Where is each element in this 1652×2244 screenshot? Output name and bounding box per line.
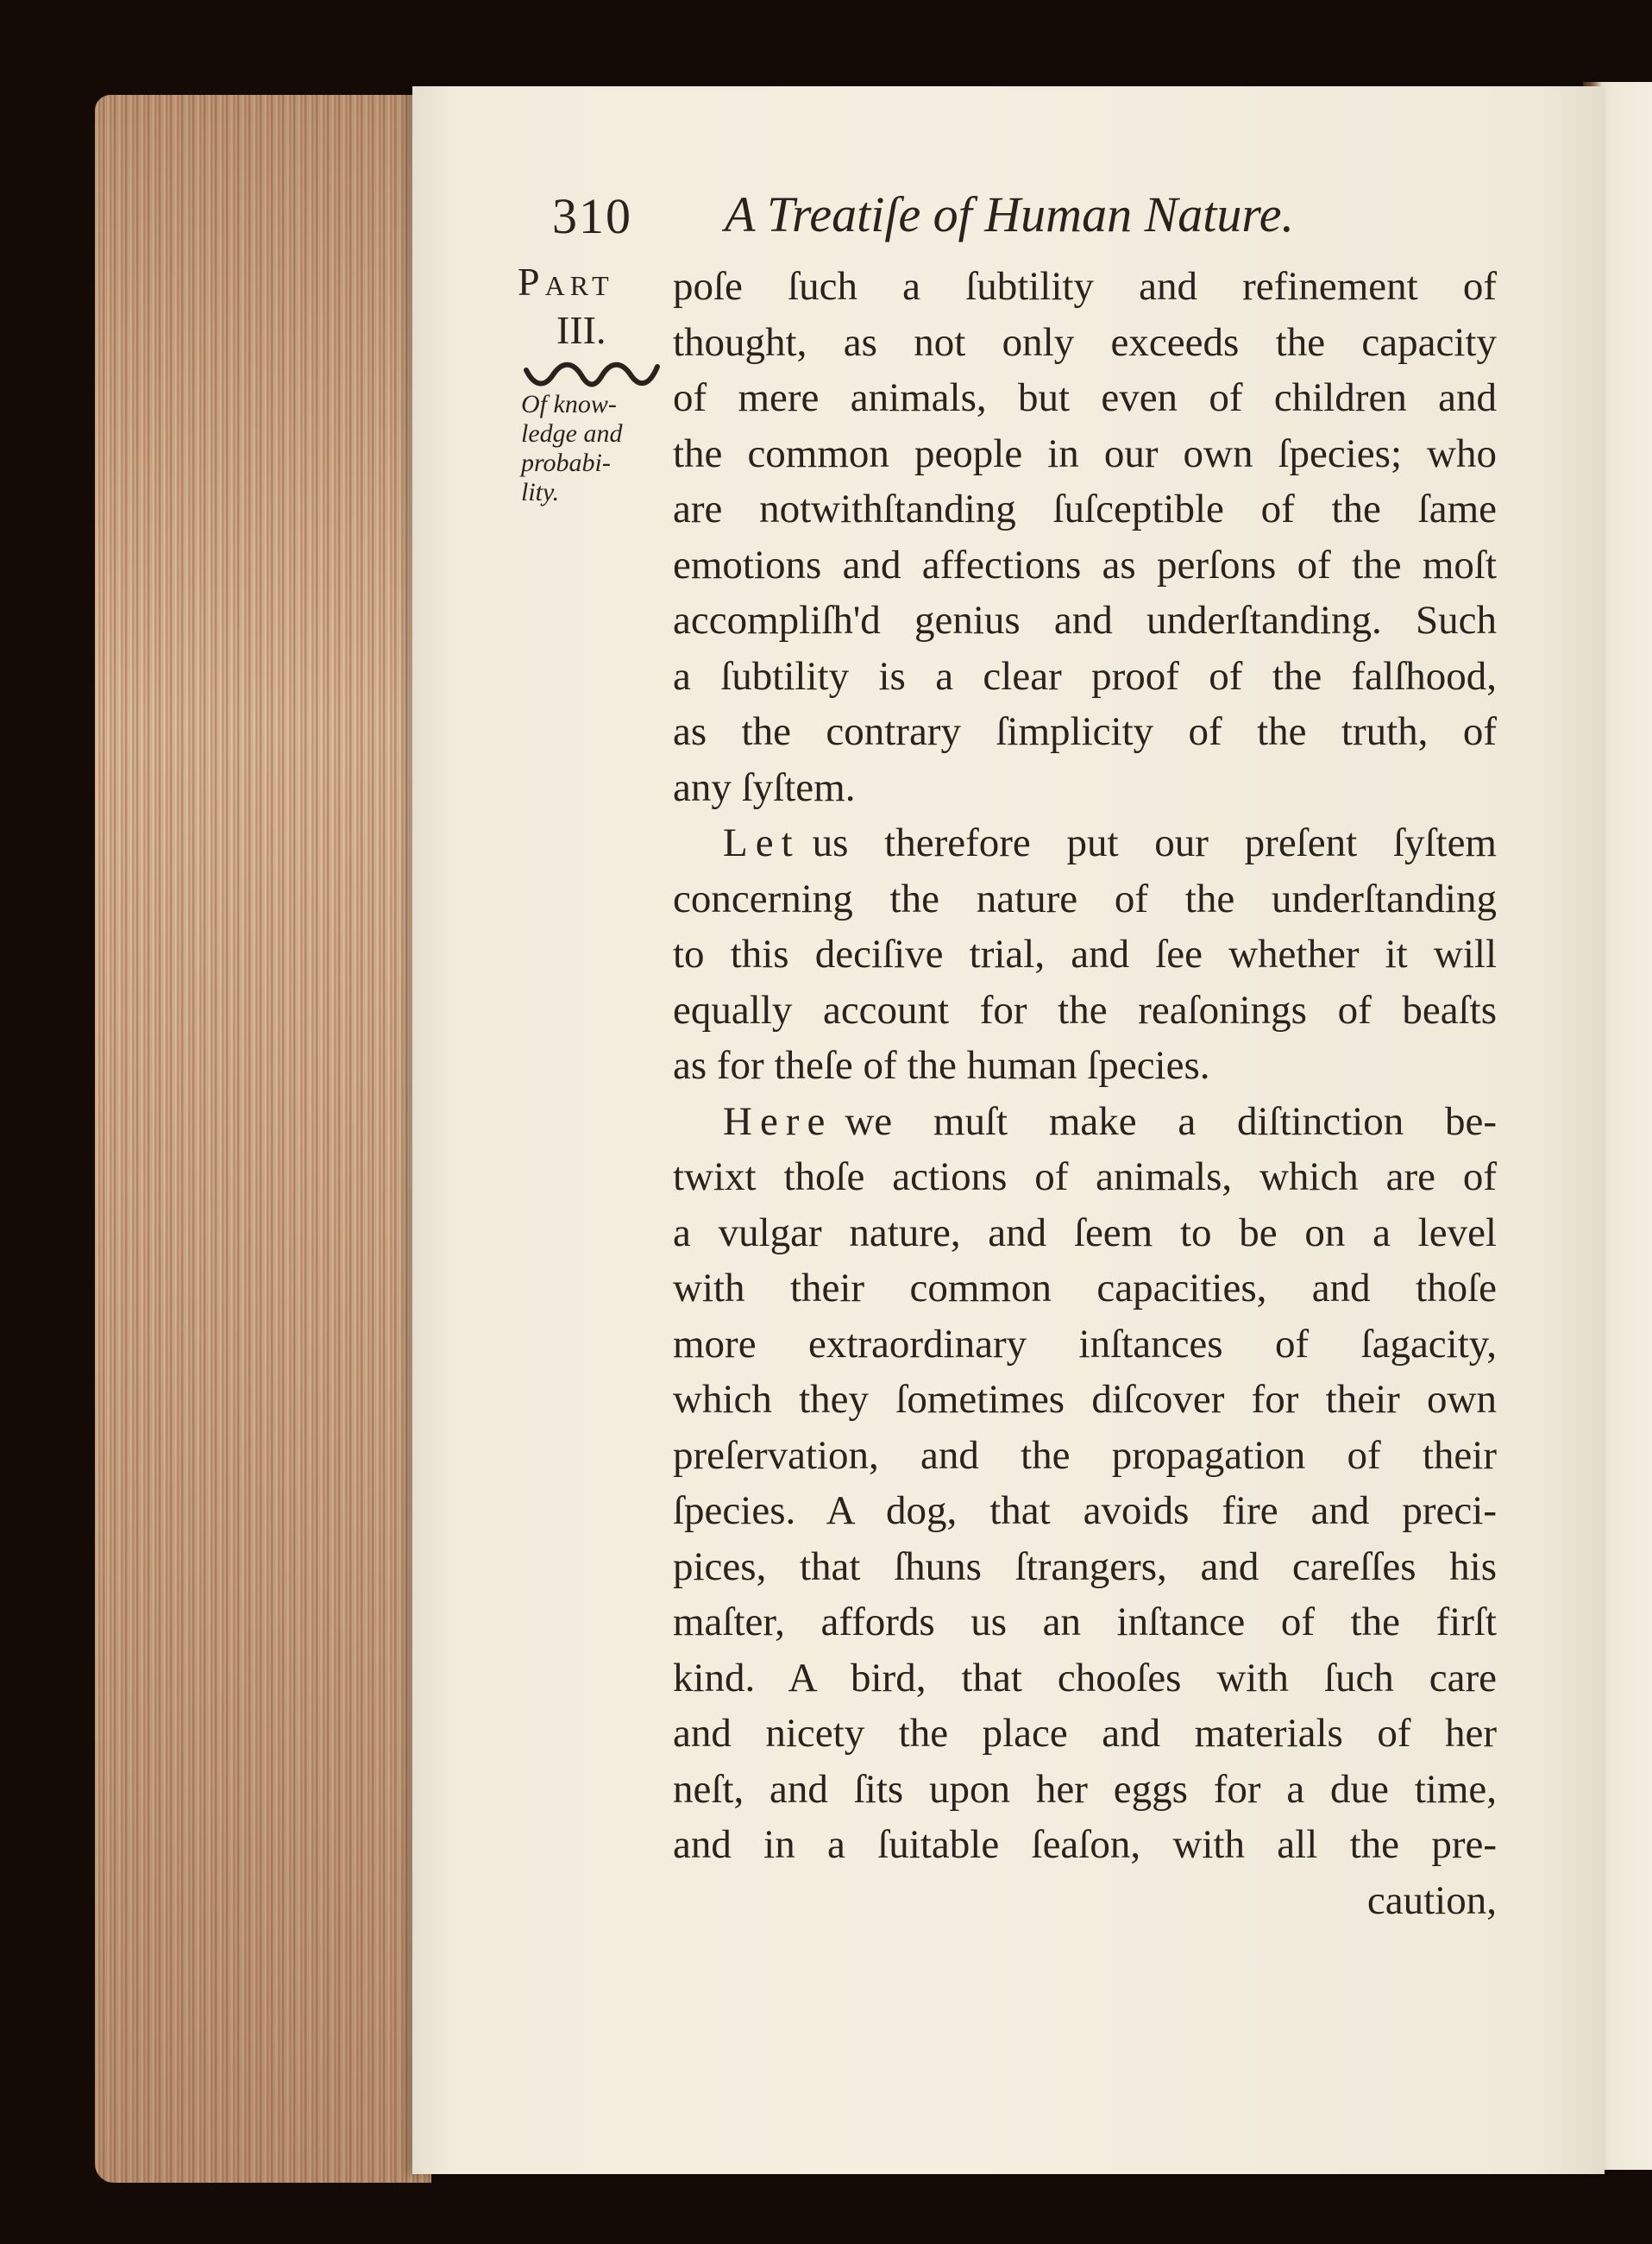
paragraph-first-line bbox=[673, 815, 1497, 871]
text-line: preſervation, and the propagation of their bbox=[673, 1432, 1497, 1478]
text-line: a ſubtility is a clear proof of the falſhood, bbox=[673, 653, 1497, 699]
paragraph-lead-word: Let bbox=[723, 820, 801, 865]
text-line: any ſyſtem. bbox=[673, 764, 856, 810]
text-line: and nicety the place and materials of her bbox=[673, 1711, 1497, 1756]
text-line: thought, as not only exceeds the capacity bbox=[673, 319, 1497, 365]
margin-note-line: ledge and bbox=[521, 419, 623, 448]
text-line: to this deciſive trial, and ſee whether it will bbox=[673, 932, 1497, 977]
paragraph-first-line bbox=[673, 1094, 1497, 1150]
text-line: twixt thoſe actions of animals, which are of bbox=[673, 1154, 1497, 1199]
text-line: with their common capacities, and thoſe bbox=[673, 1266, 1497, 1311]
text-line: pices, that ſhuns ſtrangers, and careſſes his bbox=[673, 1543, 1497, 1589]
margin-note-line: probabi- bbox=[521, 449, 611, 477]
text-line: of mere animals, but even of children and bbox=[673, 375, 1497, 420]
margin-note-line: lity. bbox=[521, 478, 560, 506]
text-line: as for theſe of the human ſpecies. bbox=[673, 1043, 1210, 1088]
text-line: as the contrary ſimplicity of the truth, of bbox=[673, 709, 1497, 754]
text-line: us therefore put our preſent ſyſtem bbox=[812, 820, 1497, 865]
text-line: neſt, and ſits upon her eggs for a due time, bbox=[673, 1766, 1497, 1812]
catchword: caution, bbox=[1366, 1877, 1497, 1923]
text-line: we muſt make a diſtinction be- bbox=[845, 1098, 1497, 1144]
text-line: more extraordinary inſtances of ſagacity, bbox=[673, 1321, 1497, 1367]
part-label: Part bbox=[518, 260, 614, 304]
text-line: which they ſometimes diſcover for their own bbox=[673, 1377, 1497, 1422]
page-number: 310 bbox=[552, 188, 632, 244]
wavy-bracket-icon bbox=[523, 358, 661, 393]
paragraph-lead-word: Here bbox=[723, 1098, 833, 1144]
text-line: maſter, affords us an inſtance of the firſt bbox=[673, 1600, 1497, 1644]
page-edges-shading bbox=[95, 95, 431, 2183]
running-head bbox=[552, 177, 1501, 246]
text-line: ſpecies. A dog, that avoids fire and preci- bbox=[673, 1488, 1497, 1533]
text-line: poſe ſuch a ſubtility and refinement of bbox=[673, 264, 1497, 309]
page-title: A Treatiſe of Human Nature. bbox=[725, 186, 1295, 242]
text-line: and in a ſuitable ſeaſon, with all the pre- bbox=[673, 1822, 1497, 1867]
part-number: III. bbox=[556, 308, 606, 352]
body-text bbox=[673, 259, 1497, 1928]
text-line: accompliſh'd genius and underſtanding. Such bbox=[673, 598, 1497, 643]
text-line: the common people in our own ſpecies; who bbox=[673, 431, 1497, 476]
text-line: emotions and affections as perſons of the moſt bbox=[673, 542, 1497, 588]
margin-note-line: Of know- bbox=[521, 390, 617, 418]
text-line: a vulgar nature, and ſeem to be on a level bbox=[673, 1210, 1497, 1255]
text-line: concerning the nature of the underſtanding bbox=[673, 876, 1497, 921]
text-line: kind. A bird, that chooſes with ſuch care bbox=[673, 1655, 1497, 1700]
margin-note bbox=[521, 390, 650, 507]
text-line: equally account for the reaſonings of beaſts bbox=[673, 987, 1497, 1033]
text-line: are notwithſtanding ſuſceptible of the ſame bbox=[673, 487, 1497, 531]
